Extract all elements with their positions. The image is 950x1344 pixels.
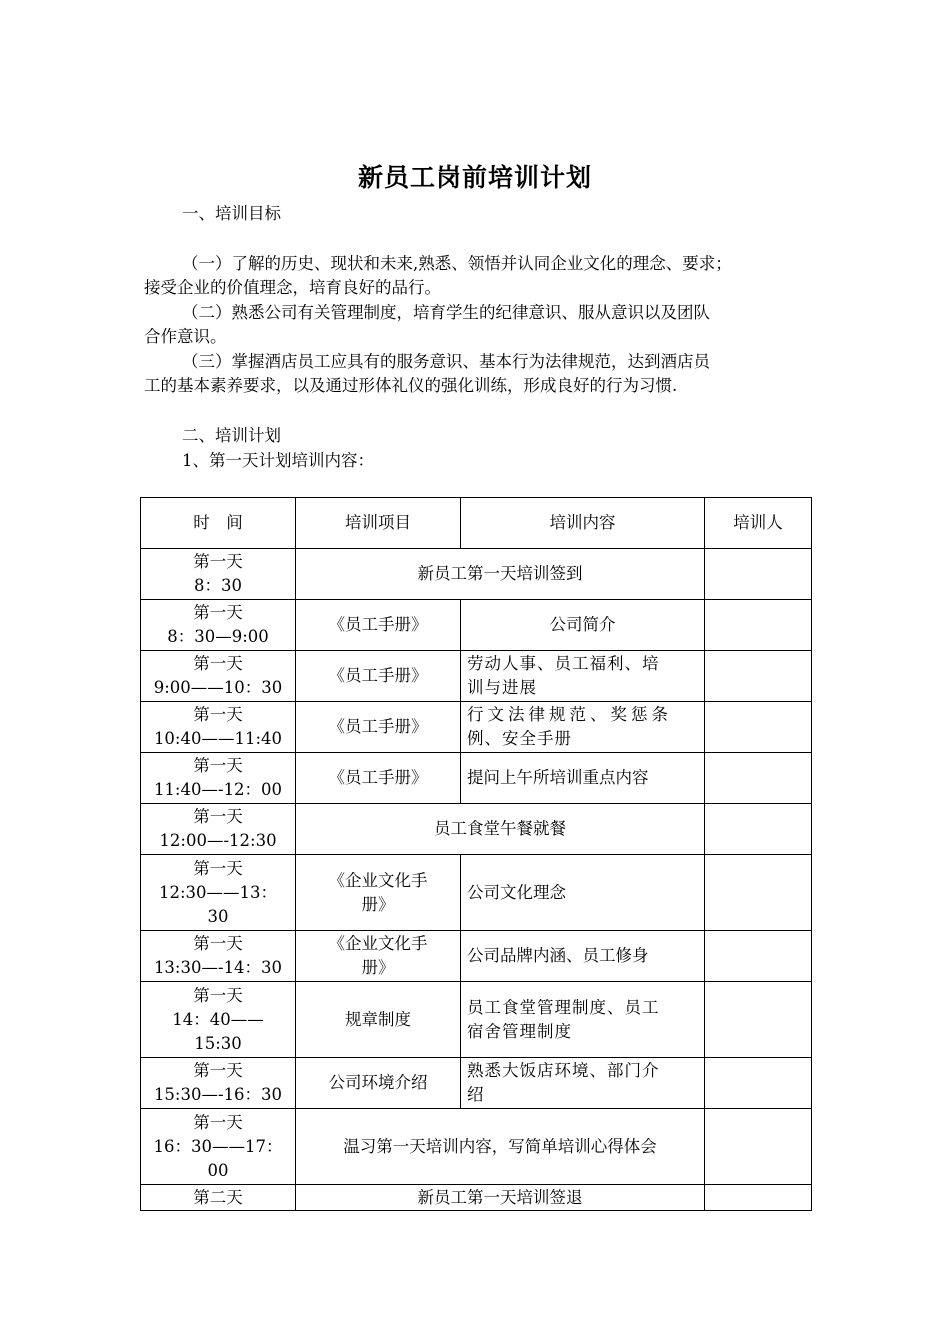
content-cell: 公司品牌内涵、员工修身 (461, 931, 705, 982)
table-row (141, 651, 812, 702)
goal-2-line-1: （二）熟悉公司有关管理制度，培育学生的纪律意识、服从意识以及团队 (182, 303, 710, 322)
trainer-cell (705, 549, 812, 600)
header-trainer: 培训人 (705, 498, 812, 549)
content-cell: 员工食堂管理制度、员工 宿舍管理制度 (461, 982, 705, 1058)
merged-activity-cell: 温习第一天培训内容，写简单培训心得体会 (296, 1109, 705, 1185)
goal-1-line-2: 接受企业的价值理念，培育良好的品行。 (144, 278, 441, 297)
project-cell: 《员工手册》 (296, 702, 461, 753)
time-cell: 第一天 15:30—-16：30 (141, 1058, 296, 1109)
table-row (141, 982, 812, 1058)
project-cell: 《员工手册》 (296, 753, 461, 804)
content-cell: 提问上午所培训重点内容 (461, 753, 705, 804)
merged-activity-cell: 新员工第一天培训签退 (296, 1185, 705, 1211)
goal-1-line-1: （一）了解的历史、现状和未来,熟悉、领悟并认同企业文化的理念、要求； (182, 254, 732, 273)
section-heading-goals: 一、培训目标 (182, 204, 281, 223)
trainer-cell (705, 855, 812, 931)
table-row (141, 702, 812, 753)
time-cell: 第一天 9:00——10：30 (141, 651, 296, 702)
time-cell: 第一天 8：30—9:00 (141, 600, 296, 651)
trainer-cell (705, 1058, 812, 1109)
header-content: 培训内容 (461, 498, 705, 549)
content-cell: 公司文化理念 (461, 855, 705, 931)
table-row (141, 549, 812, 600)
goal-2-line-2: 合作意识。 (144, 327, 227, 346)
table-row (141, 804, 812, 855)
trainer-cell (705, 1109, 812, 1185)
table-row (141, 931, 812, 982)
time-cell: 第一天 12:30——13： 30 (141, 855, 296, 931)
table-row (141, 1185, 812, 1211)
merged-activity-cell: 新员工第一天培训签到 (296, 549, 705, 600)
content-cell: 劳动人事、员工福利、培 训与进展 (461, 651, 705, 702)
time-cell: 第一天 13:30—-14：30 (141, 931, 296, 982)
merged-activity-cell: 员工食堂午餐就餐 (296, 804, 705, 855)
project-cell: 《企业文化手 册》 (296, 855, 461, 931)
project-cell: 《员工手册》 (296, 600, 461, 651)
table-row (141, 855, 812, 931)
project-cell: 《企业文化手 册》 (296, 931, 461, 982)
time-cell: 第一天 11:40—-12：00 (141, 753, 296, 804)
goal-3-line-2: 工的基本素养要求，以及通过形体礼仪的强化训练，形成良好的行为习惯. (144, 376, 678, 395)
training-schedule-table (140, 497, 812, 1211)
time-cell: 第一天 12:00—-12:30 (141, 804, 296, 855)
project-cell: 规章制度 (296, 982, 461, 1058)
section-heading-plan: 二、培训计划 (182, 426, 281, 445)
goal-3-line-1: （三）掌握酒店员工应具有的服务意识、基本行为法律规范，达到酒店员 (182, 352, 710, 371)
trainer-cell (705, 804, 812, 855)
header-project: 培训项目 (296, 498, 461, 549)
time-cell: 第一天 16：30——17： 00 (141, 1109, 296, 1185)
table-header-row (141, 498, 812, 549)
time-cell: 第一天 10:40——11:40 (141, 702, 296, 753)
content-cell: 熟悉大饭店环境、部门介 绍 (461, 1058, 705, 1109)
content-cell: 公司简介 (461, 600, 705, 651)
time-cell: 第一天 14：40—— 15:30 (141, 982, 296, 1058)
trainer-cell (705, 702, 812, 753)
time-cell: 第二天 (141, 1185, 296, 1211)
document-title: 新员工岗前培训计划 (357, 163, 592, 192)
trainer-cell (705, 1185, 812, 1211)
trainer-cell (705, 982, 812, 1058)
trainer-cell (705, 600, 812, 651)
trainer-cell (705, 753, 812, 804)
table-row (141, 1109, 812, 1185)
time-cell: 第一天 8：30 (141, 549, 296, 600)
table-row (141, 600, 812, 651)
project-cell: 《员工手册》 (296, 651, 461, 702)
project-cell: 公司环境介绍 (296, 1058, 461, 1109)
trainer-cell (705, 651, 812, 702)
table-row (141, 1058, 812, 1109)
table-row (141, 753, 812, 804)
trainer-cell (705, 931, 812, 982)
subsection-day-one: 1、第一天计划培训内容： (182, 451, 374, 470)
content-cell: 行文法律规范、奖惩条 例、安全手册 (461, 702, 705, 753)
header-time: 时 间 (141, 498, 296, 549)
